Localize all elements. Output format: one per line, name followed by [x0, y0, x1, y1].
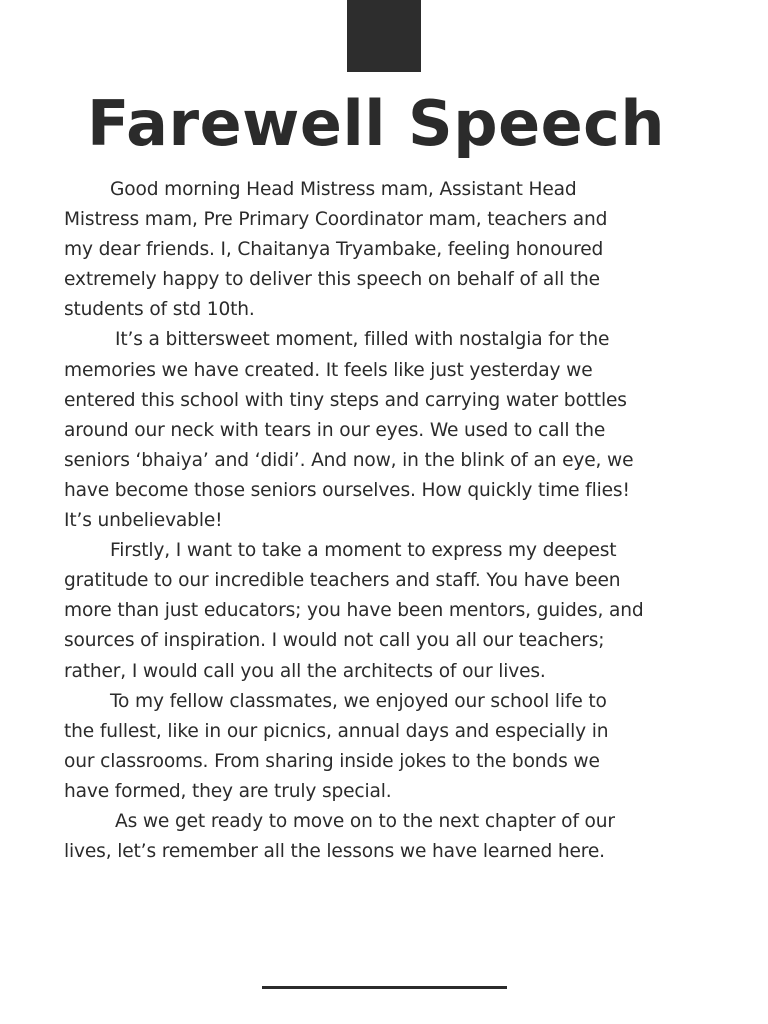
speech-line: rather, I would call you all the architects of our lives. [64, 660, 546, 682]
speech-line: sources of inspiration. I would not call you all our teachers; [64, 630, 605, 652]
speech-line: students of std 10th. [64, 299, 255, 321]
speech-line: Good morning Head Mistress mam, Assistant Head [110, 179, 577, 200]
speech-line: It’s a bittersweet moment, filled with nostalgia for the [115, 329, 610, 351]
bottom-divider [262, 986, 507, 989]
speech-body [64, 175, 704, 867]
speech-line: extremely happy to deliver this speech on behalf of all the [64, 269, 600, 291]
speech-line: around our neck with tears in our eyes. We used to call the [64, 419, 606, 441]
speech-line: entered this school with tiny steps and carrying water bottles [64, 389, 627, 411]
speech-line: seniors ‘bhaiya’ and ‘didi’. And now, in the blink of an eye, we [64, 449, 634, 471]
speech-line: have formed, they are truly special. [64, 780, 392, 802]
speech-line: It’s unbelievable! [64, 510, 223, 532]
speech-line: our classrooms. From sharing inside jokes to the bonds we [64, 750, 600, 772]
page-title: Farewell Speech [86, 87, 666, 160]
speech-line: To my fellow classmates, we enjoyed our school life to [110, 690, 607, 712]
speech-line: As we get ready to move on to the next chapter of our [115, 810, 615, 832]
speech-line: Firstly, I want to take a moment to express my deepest [110, 540, 617, 562]
speech-line: memories we have created. It feels like just yesterday we [64, 359, 593, 381]
top-decorative-block [347, 0, 421, 72]
speech-line: lives, let’s remember all the lessons we have learned here. [64, 841, 605, 863]
speech-line: Mistress mam, Pre Primary Coordinator mam, teachers and [64, 209, 608, 231]
speech-line: more than just educators; you have been mentors, guides, and [64, 600, 644, 622]
speech-line: the fullest, like in our picnics, annual days and especially in [64, 720, 609, 742]
speech-line: gratitude to our incredible teachers and staff. You have been [64, 570, 621, 592]
speech-line: my dear friends. I, Chaitanya Tryambake, feeling honoured [64, 239, 604, 261]
speech-line: have become those seniors ourselves. How quickly time flies! [64, 479, 630, 501]
